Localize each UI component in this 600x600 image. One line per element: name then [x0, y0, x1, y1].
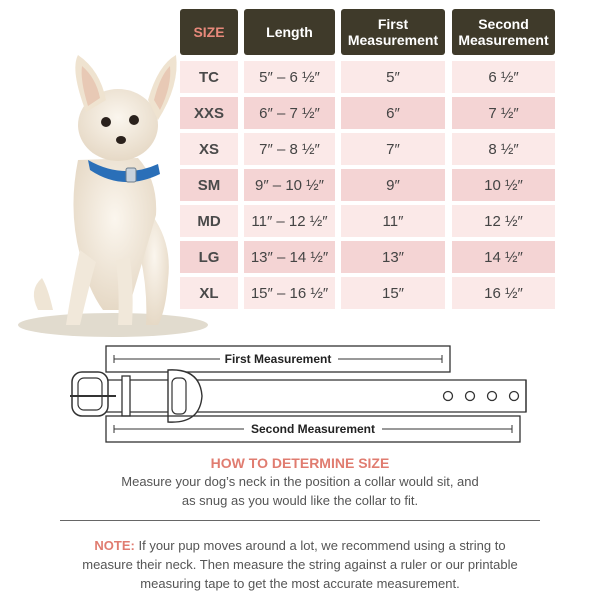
cell-first: 9″	[341, 169, 445, 201]
how-to-text: Measure your dog’s neck in the position a collar would sit, and as snug as you would like the collar to fit.	[121, 474, 479, 508]
collar-measurement-diagram	[60, 340, 540, 450]
cell-second: 8 ½″	[452, 133, 555, 165]
header-length: Length	[244, 9, 335, 55]
cell-first: 6″	[341, 97, 445, 129]
header-size: SIZE	[180, 9, 238, 55]
cell-first: 11″	[341, 205, 445, 237]
cell-second: 7 ½″	[452, 97, 555, 129]
cell-length: 7″ – 8 ½″	[244, 133, 335, 165]
cell-first: 13″	[341, 241, 445, 273]
header-second-measurement: Second Measurement	[452, 9, 555, 55]
cell-first: 5″	[341, 61, 445, 93]
note-text: If your pup moves around a lot, we recommend using a string to measure their neck. Then measure the string against a ruler or our printable measuring tape to get the most accurate measurement.	[82, 538, 518, 591]
how-to-title: HOW TO DETERMINE SIZE	[210, 455, 390, 471]
cell-length: 5″ – 6 ½″	[244, 61, 335, 93]
cell-size: TC	[180, 61, 238, 93]
cell-second: 16 ½″	[452, 277, 555, 309]
cell-length: 13″ – 14 ½″	[244, 241, 335, 273]
cell-size: SM	[180, 169, 238, 201]
cell-second: 12 ½″	[452, 205, 555, 237]
header-first-measurement: First Measurement	[341, 9, 445, 55]
cell-first: 15″	[341, 277, 445, 309]
cell-first: 7″	[341, 133, 445, 165]
note-label: NOTE:	[94, 538, 135, 553]
cell-length: 15″ – 16 ½″	[244, 277, 335, 309]
cell-size: LG	[180, 241, 238, 273]
second-measurement-label: Second Measurement	[250, 422, 376, 436]
cell-length: 9″ – 10 ½″	[244, 169, 335, 201]
divider	[60, 520, 540, 521]
cell-second: 14 ½″	[452, 241, 555, 273]
cell-second: 10 ½″	[452, 169, 555, 201]
cell-size: XL	[180, 277, 238, 309]
cell-size: XXS	[180, 97, 238, 129]
cell-size: XS	[180, 133, 238, 165]
cell-length: 11″ – 12 ½″	[244, 205, 335, 237]
cell-size: MD	[180, 205, 238, 237]
first-measurement-label: First Measurement	[224, 352, 332, 366]
cell-length: 6″ – 7 ½″	[244, 97, 335, 129]
note-paragraph	[80, 536, 520, 593]
cell-second: 6 ½″	[452, 61, 555, 93]
chihuahua-photo	[8, 40, 208, 340]
